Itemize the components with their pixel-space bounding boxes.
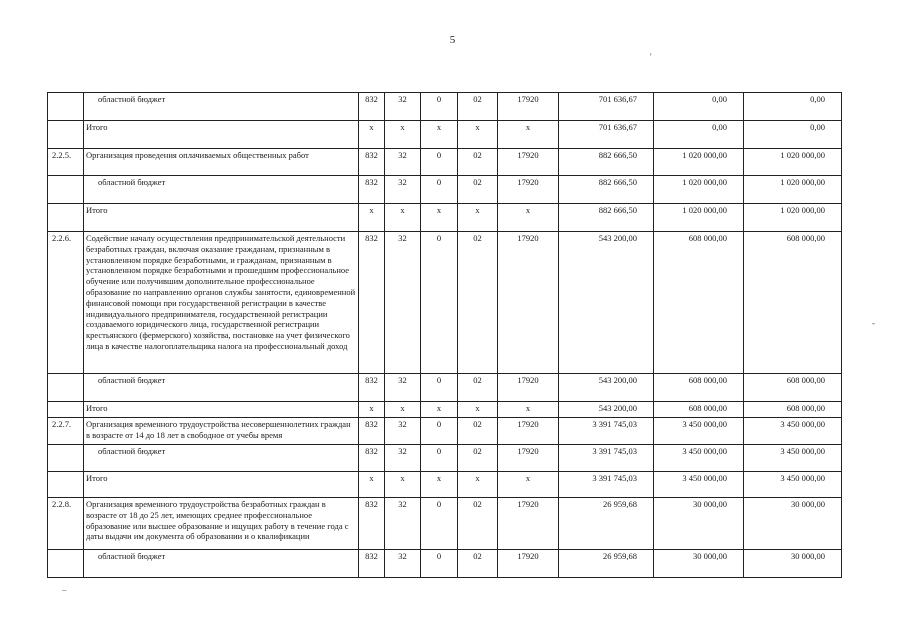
cell-amount-a2: 608 000,00: [654, 374, 744, 402]
cell-amount-a1: 543 200,00: [559, 374, 654, 402]
cell-code-c4: 02: [458, 232, 498, 374]
cell-item-number: [48, 374, 84, 402]
cell-code-c5: 17920: [498, 550, 559, 578]
cell-description: областной бюджет: [84, 374, 359, 402]
cell-amount-a3: 3 450 000,00: [744, 472, 842, 498]
cell-description: областной бюджет: [84, 445, 359, 472]
cell-description: Итого: [84, 472, 359, 498]
measure-row: [48, 498, 842, 550]
cell-description: Организация временного трудоустройства несовершеннолетних граждан в возрасте от 14 до 18 лет в свободное от учебы время: [84, 418, 359, 445]
cell-amount-a3: 3 450 000,00: [744, 418, 842, 445]
cell-amount-a2: 3 450 000,00: [654, 445, 744, 472]
cell-code-c1: 832: [359, 498, 385, 550]
cell-code-c3: 0: [421, 149, 458, 176]
cell-amount-a1: 701 636,67: [559, 121, 654, 149]
cell-code-c4: 02: [458, 176, 498, 204]
cell-description: областной бюджет: [84, 176, 359, 204]
cell-amount-a2: 3 450 000,00: [654, 472, 744, 498]
budget-source-row: [48, 93, 842, 121]
cell-amount-a3: 608 000,00: [744, 232, 842, 374]
cell-amount-a1: 882 666,50: [559, 204, 654, 232]
cell-item-number: [48, 550, 84, 578]
cell-code-c4: 02: [458, 149, 498, 176]
cell-code-c1: 832: [359, 149, 385, 176]
cell-code-c1: 832: [359, 374, 385, 402]
cell-code-c2: x: [385, 121, 421, 149]
total-row: [48, 204, 842, 232]
cell-code-c2: 32: [385, 149, 421, 176]
cell-amount-a2: 3 450 000,00: [654, 418, 744, 445]
cell-item-number: [48, 176, 84, 204]
cell-code-c2: 32: [385, 445, 421, 472]
cell-description: Организация проведения оплачиваемых общественных работ: [84, 149, 359, 176]
cell-amount-a2: 0,00: [654, 121, 744, 149]
cell-description: Итого: [84, 121, 359, 149]
cell-amount-a1: 3 391 745,03: [559, 418, 654, 445]
cell-amount-a1: 543 200,00: [559, 232, 654, 374]
cell-item-number: [48, 121, 84, 149]
cell-amount-a2: 608 000,00: [654, 232, 744, 374]
measure-row: [48, 232, 842, 374]
cell-amount-a3: 608 000,00: [744, 402, 842, 418]
cell-code-c2: 32: [385, 498, 421, 550]
cell-code-c1: x: [359, 121, 385, 149]
cell-code-c4: 02: [458, 445, 498, 472]
cell-amount-a1: 26 959,68: [559, 550, 654, 578]
cell-code-c3: 0: [421, 418, 458, 445]
measure-row: [48, 149, 842, 176]
cell-code-c1: 832: [359, 93, 385, 121]
cell-item-number: 2.2.7.: [48, 418, 84, 445]
cell-code-c4: x: [458, 204, 498, 232]
cell-code-c1: 832: [359, 550, 385, 578]
cell-code-c3: 0: [421, 550, 458, 578]
page-number: 5: [449, 34, 456, 46]
measure-row: [48, 418, 842, 445]
cell-code-c2: x: [385, 402, 421, 418]
cell-amount-a3: 1 020 000,00: [744, 204, 842, 232]
cell-code-c1: x: [359, 402, 385, 418]
cell-amount-a3: 0,00: [744, 121, 842, 149]
cell-code-c1: 832: [359, 445, 385, 472]
cell-code-c3: 0: [421, 498, 458, 550]
cell-code-c3: x: [421, 472, 458, 498]
cell-amount-a3: 1 020 000,00: [744, 176, 842, 204]
cell-description: областной бюджет: [84, 550, 359, 578]
cell-code-c3: 0: [421, 93, 458, 121]
cell-description: Содействие началу осуществления предпринимательской деятельности безработных граждан, включая оказание гражданам, признанным в установленном порядке безработными, и гражданам, признанным в установленном порядке безработными и прошедшим профессиональное обучение или получившим дополнительное профессиональное образование по направлению органов службы занятости, единовременной финансовой помощи при государственной регистрации в качестве индивидуального предпринимателя, государственной регистрации создаваемого юридического лица, государственной регистрации крестьянского (фермерского) хозяйства, постановке на учет физического лица в качестве налогоплательщика налога на профессиональный доход: [84, 232, 359, 374]
cell-code-c5: 17920: [498, 149, 559, 176]
cell-amount-a3: 608 000,00: [744, 374, 842, 402]
cell-code-c5: x: [498, 402, 559, 418]
budget-source-row: [48, 550, 842, 578]
cell-description: областной бюджет: [84, 93, 359, 121]
cell-amount-a2: 1 020 000,00: [654, 176, 744, 204]
cell-code-c1: 832: [359, 232, 385, 374]
cell-amount-a3: 3 450 000,00: [744, 445, 842, 472]
cell-item-number: 2.2.6.: [48, 232, 84, 374]
budget-source-row: [48, 445, 842, 472]
cell-amount-a3: 30 000,00: [744, 498, 842, 550]
cell-code-c1: x: [359, 204, 385, 232]
budget-source-row: [48, 374, 842, 402]
cell-amount-a2: 1 020 000,00: [654, 204, 744, 232]
cell-code-c5: 17920: [498, 93, 559, 121]
cell-code-c2: 32: [385, 232, 421, 374]
cell-amount-a1: 543 200,00: [559, 402, 654, 418]
cell-amount-a2: 1 020 000,00: [654, 149, 744, 176]
cell-code-c5: 17920: [498, 445, 559, 472]
scan-speck: ': [650, 52, 652, 62]
cell-amount-a2: 30 000,00: [654, 498, 744, 550]
cell-amount-a1: 882 666,50: [559, 176, 654, 204]
total-row: [48, 472, 842, 498]
cell-amount-a2: 30 000,00: [654, 550, 744, 578]
cell-code-c3: 0: [421, 445, 458, 472]
budget-table: [47, 92, 842, 578]
total-row: [48, 402, 842, 418]
cell-code-c2: 32: [385, 374, 421, 402]
cell-code-c2: 32: [385, 93, 421, 121]
cell-description: Итого: [84, 402, 359, 418]
cell-amount-a3: 0,00: [744, 93, 842, 121]
cell-amount-a3: 1 020 000,00: [744, 149, 842, 176]
cell-amount-a1: 882 666,50: [559, 149, 654, 176]
cell-code-c4: x: [458, 472, 498, 498]
budget-source-row: [48, 176, 842, 204]
cell-amount-a1: 3 391 745,03: [559, 445, 654, 472]
cell-code-c1: 832: [359, 176, 385, 204]
cell-code-c4: 02: [458, 498, 498, 550]
cell-code-c5: 17920: [498, 418, 559, 445]
cell-code-c3: 0: [421, 232, 458, 374]
cell-code-c1: 832: [359, 418, 385, 445]
cell-description: Организация временного трудоустройства безработных граждан в возрасте от 18 до 25 лет, имеющих среднее профессиональное образование или высшее образование и ищущих работу в течение года с даты выдачи им документа об образовании и о квалификации: [84, 498, 359, 550]
cell-code-c5: x: [498, 121, 559, 149]
cell-amount-a2: 0,00: [654, 93, 744, 121]
cell-amount-a3: 30 000,00: [744, 550, 842, 578]
cell-code-c1: x: [359, 472, 385, 498]
cell-amount-a1: 26 959,68: [559, 498, 654, 550]
cell-code-c4: 02: [458, 374, 498, 402]
table-body: [48, 93, 842, 578]
cell-code-c2: 32: [385, 550, 421, 578]
cell-item-number: [48, 402, 84, 418]
cell-code-c2: 32: [385, 176, 421, 204]
scan-speck: _: [62, 582, 67, 592]
cell-code-c5: 17920: [498, 176, 559, 204]
cell-code-c5: x: [498, 204, 559, 232]
cell-code-c3: 0: [421, 374, 458, 402]
cell-amount-a1: 701 636,67: [559, 93, 654, 121]
cell-item-number: [48, 204, 84, 232]
cell-code-c2: x: [385, 204, 421, 232]
cell-code-c5: 17920: [498, 232, 559, 374]
cell-code-c3: 0: [421, 176, 458, 204]
cell-code-c3: x: [421, 402, 458, 418]
cell-code-c3: x: [421, 121, 458, 149]
cell-amount-a1: 3 391 745,03: [559, 472, 654, 498]
cell-code-c4: 02: [458, 550, 498, 578]
total-row: [48, 121, 842, 149]
cell-item-number: 2.2.5.: [48, 149, 84, 176]
cell-code-c2: x: [385, 472, 421, 498]
cell-code-c4: x: [458, 121, 498, 149]
cell-code-c3: x: [421, 204, 458, 232]
cell-item-number: [48, 93, 84, 121]
cell-item-number: [48, 445, 84, 472]
cell-amount-a2: 608 000,00: [654, 402, 744, 418]
cell-item-number: [48, 472, 84, 498]
cell-code-c5: 17920: [498, 498, 559, 550]
cell-code-c4: x: [458, 402, 498, 418]
scan-speck: -: [872, 318, 875, 328]
cell-code-c2: 32: [385, 418, 421, 445]
cell-code-c4: 02: [458, 418, 498, 445]
cell-description: Итого: [84, 204, 359, 232]
cell-code-c5: x: [498, 472, 559, 498]
cell-code-c4: 02: [458, 93, 498, 121]
cell-code-c5: 17920: [498, 374, 559, 402]
cell-item-number: 2.2.8.: [48, 498, 84, 550]
